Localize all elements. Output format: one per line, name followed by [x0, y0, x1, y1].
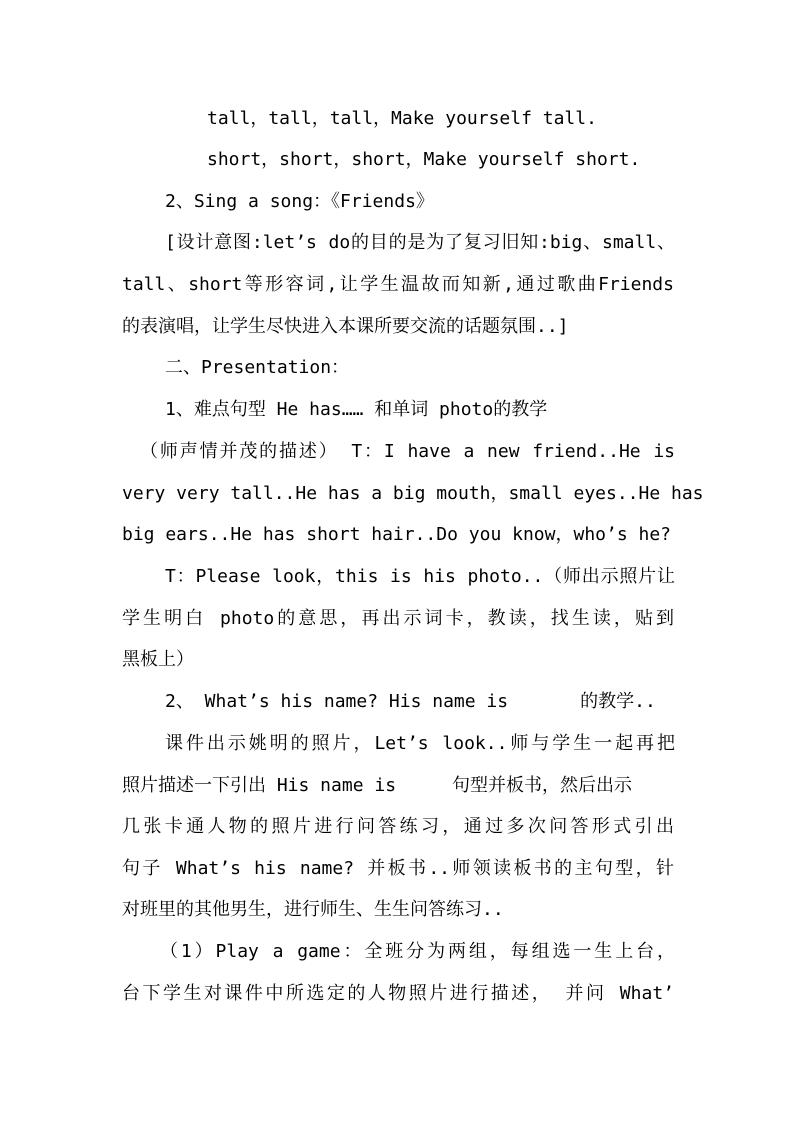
teaching-point-2-question: 2、 What’s his name? His name is — [165, 691, 509, 712]
teacher-description-line-3: big ears..He has short hair..Do you know，who’s he? — [122, 524, 672, 545]
photo-teaching-line-2: 学生明白 photo的意思，再出示词卡，教读，找生读，贴到 — [122, 608, 674, 629]
teacher-description-line-2: very very tall..He has a big mouth，small eyes..He has — [122, 483, 704, 504]
game-line-2: 台下学生对课件中所选定的人物照片进行描述， 并问 What’ — [122, 983, 674, 1004]
photo-teaching-line-1: T：Please look，this is his photo..（师出示照片让 — [165, 566, 675, 587]
courseware-line-1: 课件出示姚明的照片，Let’s look..师与学生一起再把 — [165, 733, 675, 754]
teaching-point-2-heading — [165, 689, 656, 715]
game-line-1: （1）Play a game：全班分为两组，每组选一生上台， — [160, 941, 675, 962]
design-intent-line-1: [设计意图:let’s do的目的是为了复习旧知:big、small、 — [165, 232, 675, 253]
chant-line-short: short，short，short，Make yourself short. — [207, 149, 641, 170]
teaching-point-1-heading: 1、难点句型 He has…… 和单词 photo的教学 — [165, 399, 548, 420]
courseware-line-4: 句子 What’s his name? 并板书..师领读板书的主句型，针 — [122, 858, 674, 879]
courseware-line-5: 对班里的其他男生，进行师生、生生问答练习.. — [122, 899, 504, 920]
courseware-line-2-end: 句型并板书，然后出示 — [452, 775, 633, 796]
photo-teaching-line-3: 黑板上） — [122, 649, 194, 670]
design-intent-line-2: tall、short等形容词,让学生温故而知新,通过歌曲Friends — [122, 274, 674, 295]
design-intent-line-3: 的表演唱，让学生尽快进入本课所要交流的话题氛围..] — [122, 316, 569, 337]
courseware-line-2 — [122, 773, 632, 799]
courseware-line-3: 几张卡通人物的照片进行问答练习，通过多次问答形式引出 — [122, 816, 674, 837]
teaching-point-2-suffix: 的教学.. — [580, 691, 656, 712]
chant-line-tall: tall，tall，tall，Make yourself tall. — [207, 108, 597, 129]
courseware-line-2-start: 照片描述一下引出 His name is — [122, 775, 397, 796]
presentation-heading: 二、Presentation： — [165, 357, 350, 378]
teacher-description-line-1: （师声情并茂的描述） T：I have a new friend..He is — [140, 441, 675, 462]
song-heading: 2、Sing a song：《Friends》 — [165, 191, 434, 212]
